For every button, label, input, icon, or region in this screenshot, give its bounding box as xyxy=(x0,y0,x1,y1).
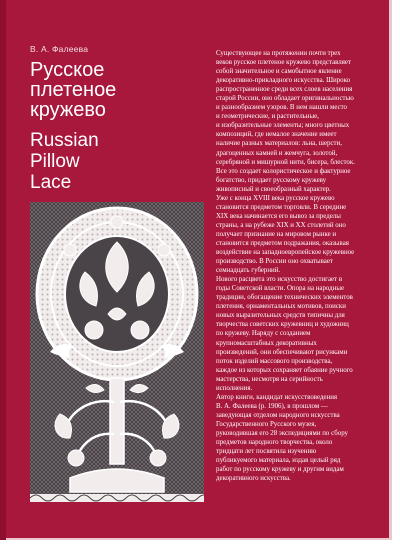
text-line: творчества советских кружевниц и художниц xyxy=(216,321,349,329)
text-line: по кружеву. Наряду с созданием xyxy=(216,330,311,338)
title-ru-line: плетеное xyxy=(30,79,117,101)
text-line: годы Советской власти. Опора на народные xyxy=(216,285,345,293)
text-line: собой значительное и самобытное явление xyxy=(216,68,342,76)
cover-spine-edge xyxy=(0,0,6,540)
text-line: исполнения. xyxy=(216,384,253,392)
text-line: воздействие на западноевропейское кружевное xyxy=(216,249,355,257)
text-line: Нового расцвета это искусство достигает в xyxy=(216,276,343,284)
text-line: традиции, обогащение технических элементов xyxy=(216,294,353,302)
text-line: веков русское плетеное кружево представляет xyxy=(216,59,351,67)
text-line: наличие разных материалов: льна, шерсти, xyxy=(216,140,342,148)
annotation-text xyxy=(216,49,380,483)
text-line: крупномасштабных декоративных xyxy=(216,339,317,347)
text-line: заведующая отделом народного искусства xyxy=(216,411,340,419)
text-line: старой России, оно обладает оригинальностью xyxy=(216,95,354,103)
title-en-line: Lace xyxy=(30,172,72,193)
text-line: производство. В России оно охватывает xyxy=(216,258,333,266)
text-line: страны, а на рубеже XIX и XX столетий оно xyxy=(216,221,346,229)
text-line: декоративно-прикладного искусства. Широко xyxy=(216,77,351,85)
text-line: драгоценных камней и жемчуга, золотой, xyxy=(216,149,338,157)
author-name: В. А. Фалеева xyxy=(30,44,89,54)
text-line: Автор книги, кандидат искусствоведения xyxy=(216,393,338,401)
text-line: Все это создает колористическое и фактурное xyxy=(216,167,351,175)
text-line: получает признание на мировом рынке и xyxy=(216,230,337,238)
text-line: произведений, они обеспечивают рисунками xyxy=(216,348,348,356)
text-line: композиций, где немалое значение имеет xyxy=(216,131,337,139)
text-line: В. А. Фалеева (р. 1906), в прошлом — xyxy=(216,402,328,410)
text-line: серебряной и мишурной нити, бисера, блесток. xyxy=(216,158,355,166)
text-line: становится предметом торговли. В середине xyxy=(216,203,347,211)
text-line: плетения, орнаментальных мотивов, поиски xyxy=(216,303,346,311)
title-ru-line: кружево xyxy=(30,99,106,121)
title-russian xyxy=(30,60,200,120)
text-line: публикуемого материала, издав целый ряд xyxy=(216,457,341,465)
title-en-line: Russian xyxy=(30,130,99,151)
text-line: Существующее на протяжении почти трех xyxy=(216,50,341,57)
text-line: распространенное среди всех слоев населения xyxy=(216,86,353,94)
text-line: Уже с конца XVIII века русское кружево xyxy=(216,194,335,202)
title-english xyxy=(30,130,200,193)
text-line: и изобразительные элементы; много цветных xyxy=(216,122,350,130)
text-line: и геометрические, и растительные, xyxy=(216,113,319,121)
text-line: и разнообразием узоров. В нем нашли место xyxy=(216,104,347,112)
title-en-line: Pillow xyxy=(30,151,80,172)
text-line: мастерства, несмотря на серийность xyxy=(216,375,323,383)
text-line: поток изделий массового производства, xyxy=(216,357,333,365)
text-line: XIX века начинается его вывоз за пределы xyxy=(216,212,341,220)
text-line: новых выразительных средств типичны для xyxy=(216,312,345,320)
title-ru-line: Русское xyxy=(30,59,105,81)
text-line: тридцати лет посвятила изучению xyxy=(216,448,317,456)
text-line: семнадцать губерний. xyxy=(216,267,281,275)
text-line: каждое из которых сохраняет обаяние ручного xyxy=(216,366,353,374)
text-line: живописный и своеобразный характер. xyxy=(216,185,331,193)
text-line: руководившая его 28 экспедициями по сбору xyxy=(216,429,348,437)
text-line: работ по русскому кружеву и другим видам xyxy=(216,466,344,474)
text-line: декоративного искусства. xyxy=(216,475,291,483)
text-line: становится предметом подражания, оказывая xyxy=(216,239,349,247)
text-line: предметов народного творчества, около xyxy=(216,439,333,447)
lace-tree-icon xyxy=(30,202,204,502)
text-line: Государственного Русского музея, xyxy=(216,420,317,428)
text-line: богатство, придает русскому кружеву xyxy=(216,176,327,184)
